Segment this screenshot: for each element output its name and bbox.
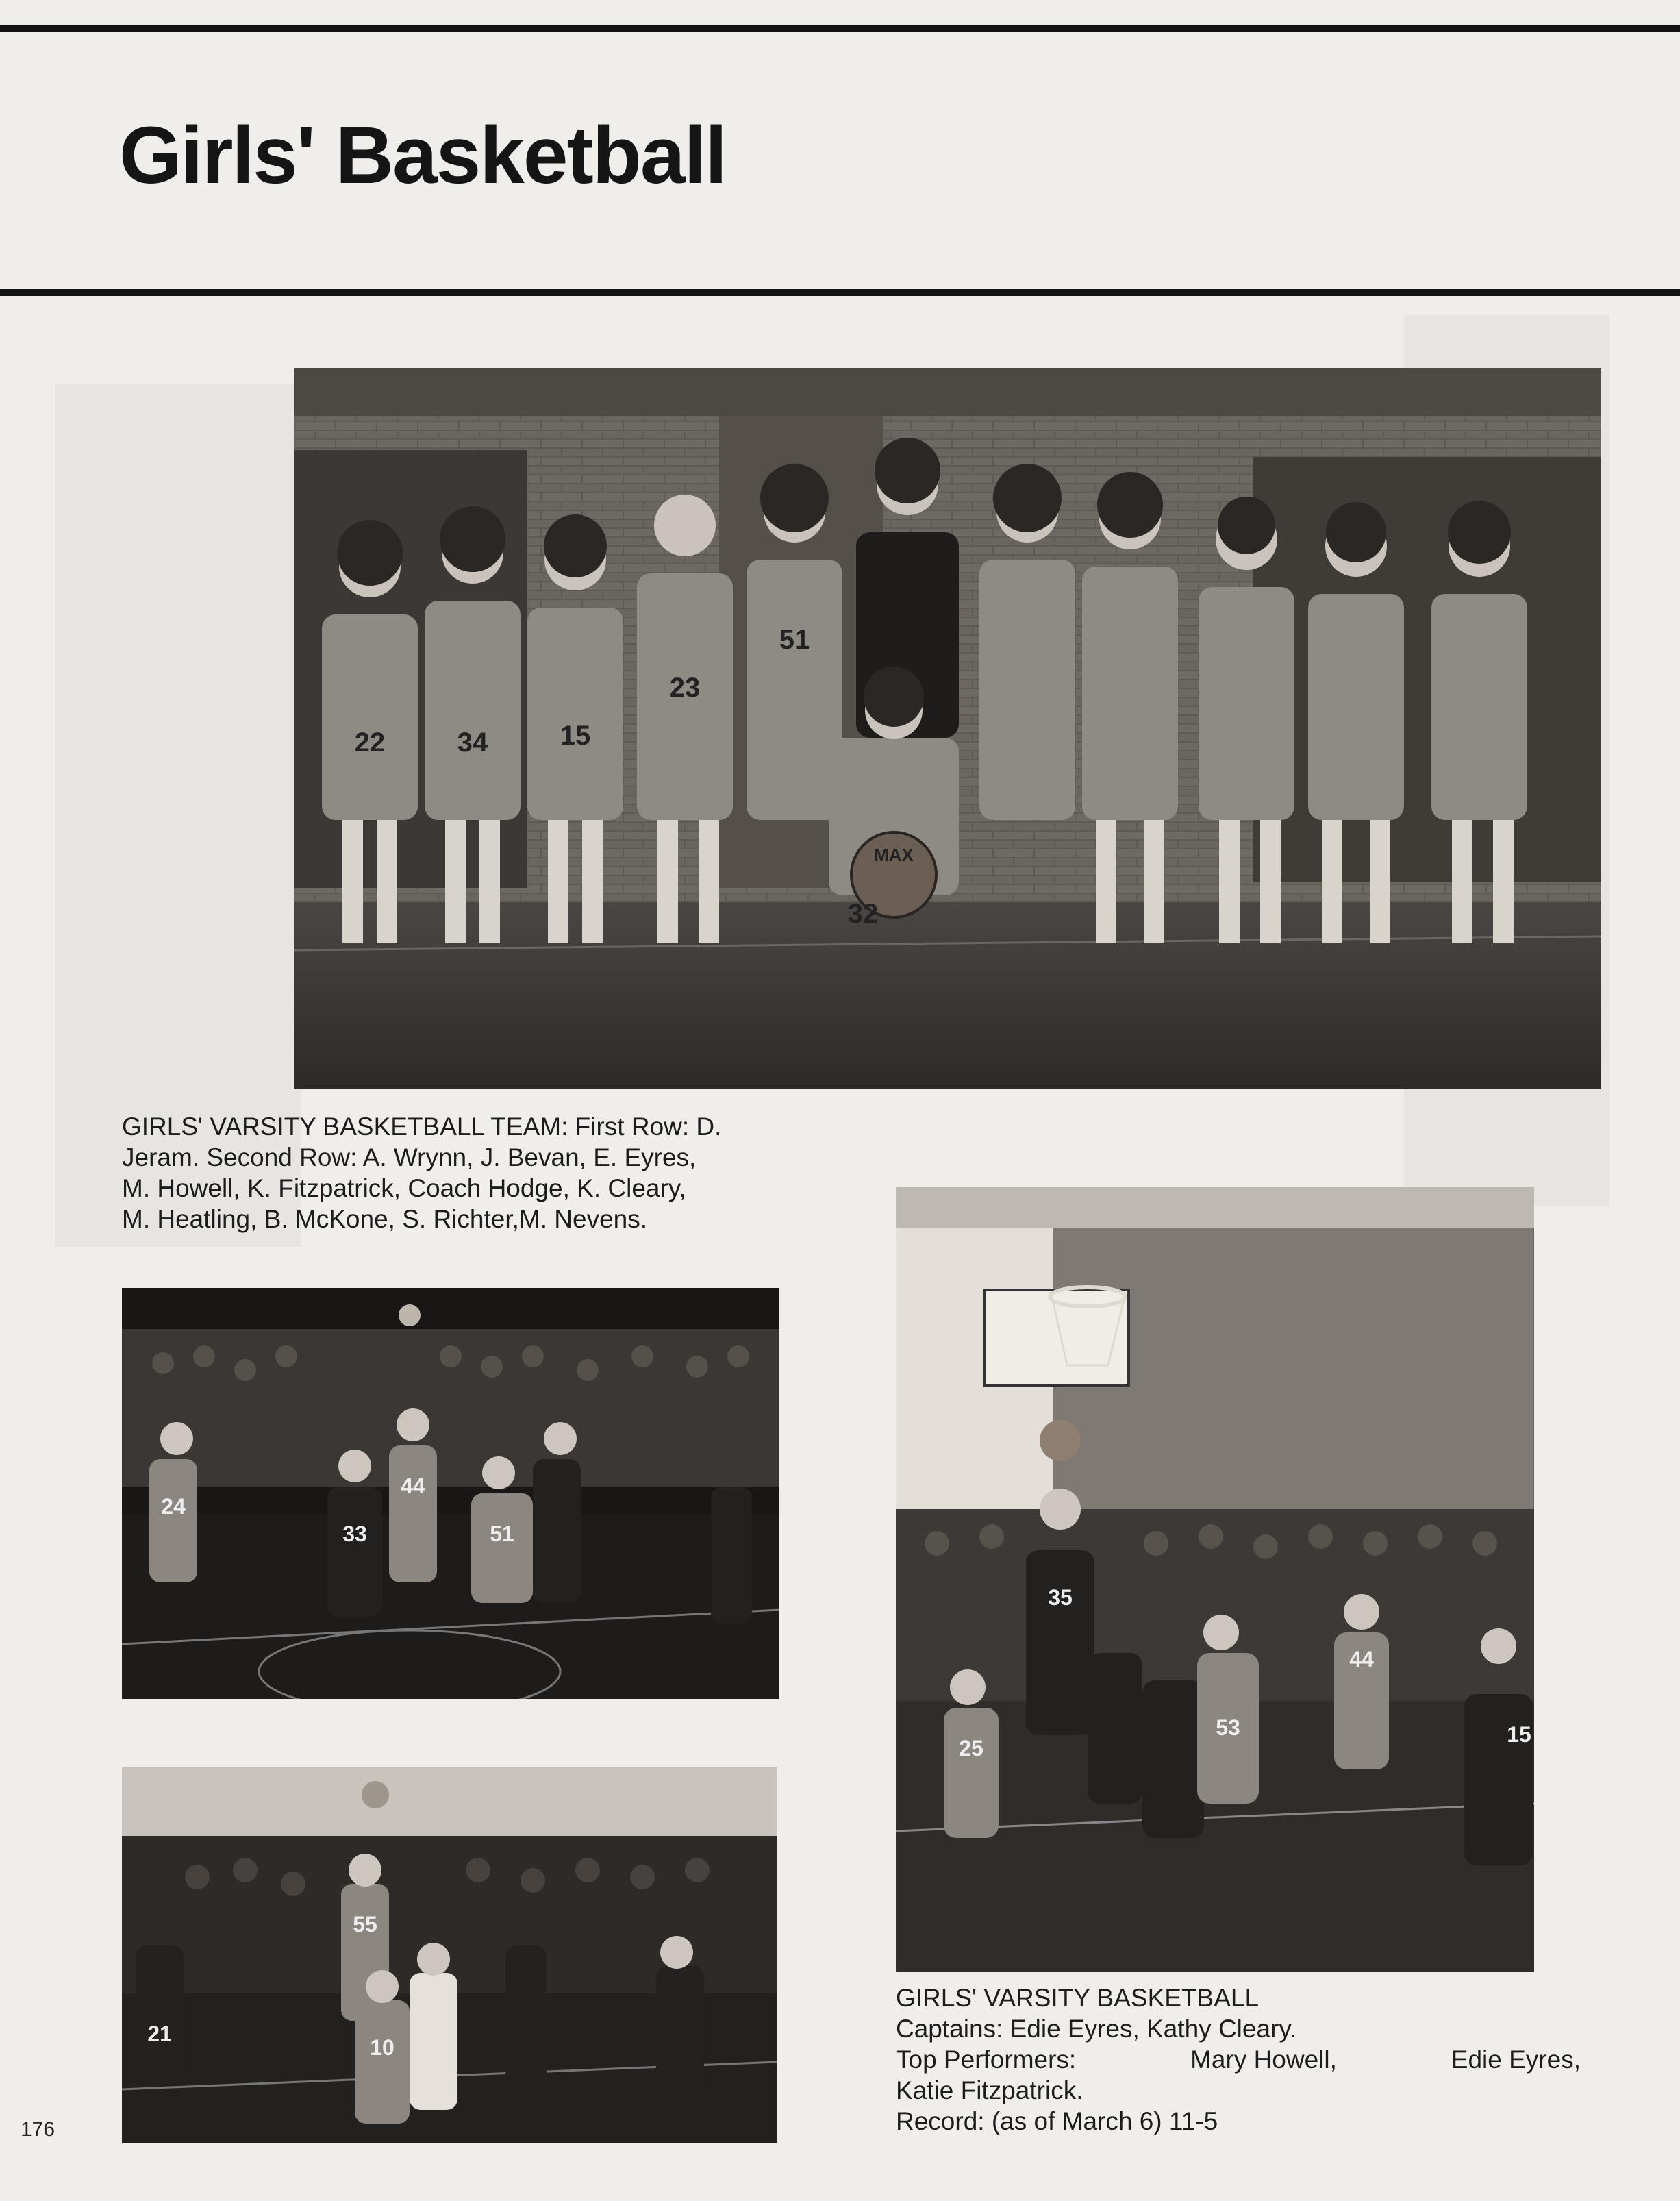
varsity-caption-heading: GIRLS' VARSITY BASKETBALL <box>896 1984 1259 2012</box>
team-jersey-32: 32 <box>847 899 879 929</box>
team-caption-line: Jeram. Second Row: A. Wrynn, J. Bevan, E. Eyres, <box>122 1143 697 1171</box>
team-photo-caption <box>122 1111 848 1234</box>
title-rule <box>0 289 1680 296</box>
action3-jersey-44: 44 <box>1349 1647 1374 1671</box>
top-performers-label: Top Performers: <box>896 2045 1077 2074</box>
team-jersey-51: 51 <box>779 625 810 655</box>
action-photo-2 <box>122 1767 777 2143</box>
action2-jersey-10: 10 <box>370 2035 394 2060</box>
varsity-record: Record: (as of March 6) 11-5 <box>896 2107 1218 2135</box>
action3-jersey-35: 35 <box>1048 1585 1073 1610</box>
action1-jersey-24: 24 <box>161 1494 186 1519</box>
team-caption-line: M. Heatling, B. McKone, S. Richter,M. Nevens. <box>122 1205 648 1233</box>
action1-jersey-33: 33 <box>342 1521 367 1546</box>
team-caption-line: M. Howell, K. Fitzpatrick, Coach Hodge, K. Cleary, <box>122 1174 686 1202</box>
team-jersey-23: 23 <box>669 673 701 703</box>
page-number: 176 <box>21 2118 55 2141</box>
page-title: Girls' Basketball <box>119 110 727 201</box>
top-performer-name: Mary Howell, <box>1190 2045 1337 2074</box>
team-jersey-22: 22 <box>354 728 386 758</box>
action-photo-3 <box>896 1187 1534 1972</box>
ball-text: MAX <box>874 845 914 865</box>
action2-jersey-21: 21 <box>147 2022 172 2046</box>
action3-jersey-15: 15 <box>1507 1722 1531 1747</box>
action1-jersey-44: 44 <box>401 1473 425 1498</box>
varsity-top-performers <box>896 2044 1581 2075</box>
top-performer-name: Edie Eyres, <box>1451 2045 1581 2074</box>
action3-jersey-53: 53 <box>1216 1715 1240 1740</box>
action2-jersey-55: 55 <box>353 1912 377 1937</box>
varsity-caption <box>896 1982 1581 2137</box>
top-rule <box>0 25 1680 32</box>
action3-jersey-25: 25 <box>959 1736 983 1761</box>
team-caption-line: GIRLS' VARSITY BASKETBALL TEAM: First Row: D. <box>122 1112 722 1141</box>
team-jersey-15: 15 <box>560 721 591 751</box>
team-jersey-34: 34 <box>457 728 488 758</box>
action1-jersey-51: 51 <box>490 1521 514 1546</box>
team-photo <box>294 368 1601 1089</box>
varsity-top-performers-cont: Katie Fitzpatrick. <box>896 2076 1083 2104</box>
varsity-captains: Captains: Edie Eyres, Kathy Cleary. <box>896 2015 1297 2043</box>
action-photo-1 <box>122 1288 779 1699</box>
